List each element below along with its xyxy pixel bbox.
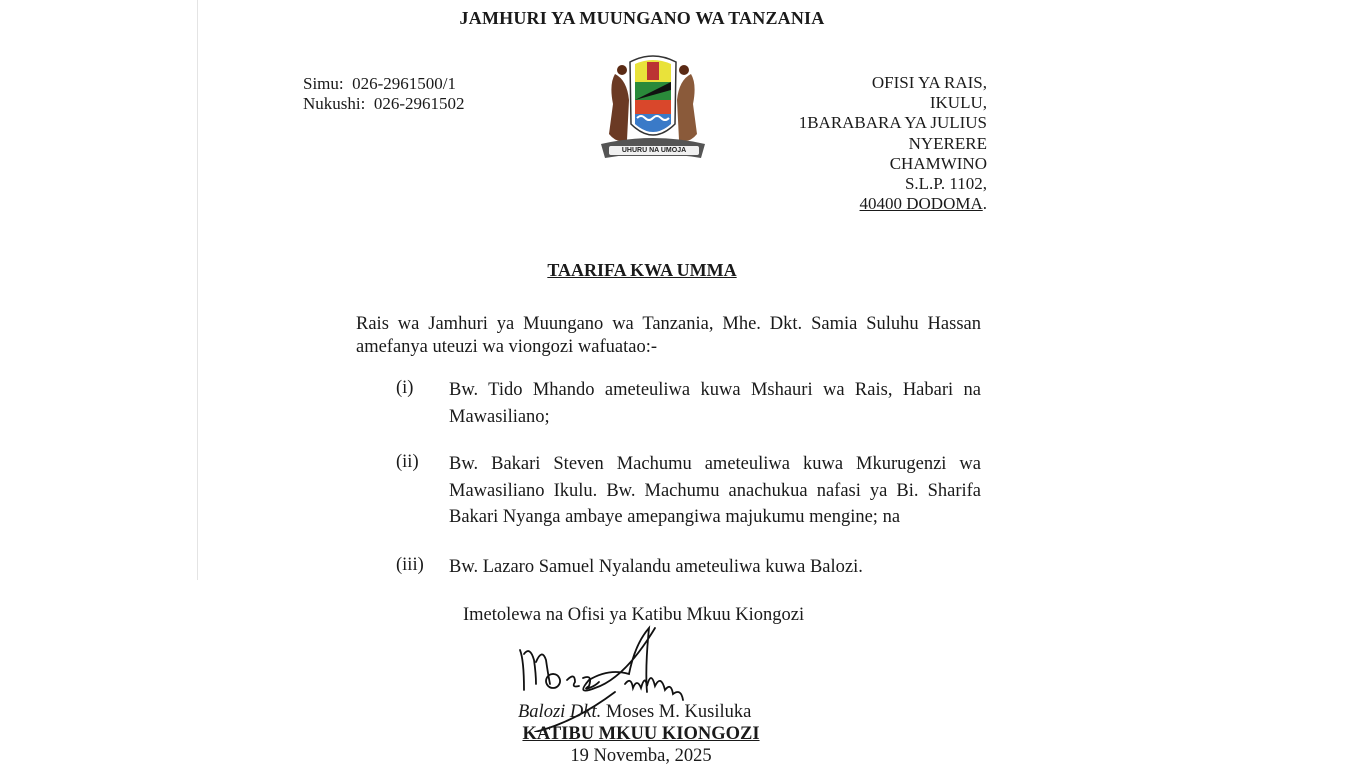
signer-line bbox=[518, 702, 751, 723]
address-period: . bbox=[982, 194, 987, 214]
appointment-item: Bw. Bakari Steven Machumu ameteuliwa kuwa Mkurugenzi wa Mawasiliano Ikulu. Bw. Machumu anachukua nafasi ya Bi. Sharifa Bakari Nyanga ambaye amepangiwa majukumu mengine; na bbox=[449, 454, 981, 527]
issued-by: Imetolewa na Ofisi ya Katibu Mkuu Kiongozi bbox=[463, 605, 805, 625]
fax-number: 026-2961502 bbox=[373, 94, 465, 113]
document-title: JAMHURI YA MUUNGANO WA TANZANIA bbox=[459, 8, 825, 28]
phone-line bbox=[303, 74, 456, 94]
fax-label: Nukushi: bbox=[303, 94, 366, 113]
signer-name: Moses M. Kusiluka bbox=[605, 702, 752, 722]
issue-date: 19 Novemba, 2025 bbox=[570, 746, 712, 766]
item-number: (ii) bbox=[396, 452, 419, 472]
address-line: 1BARABARA YA JULIUS bbox=[798, 113, 987, 133]
office-address bbox=[799, 73, 987, 214]
phone-label: Simu: bbox=[303, 74, 344, 93]
fax-line bbox=[303, 94, 465, 114]
appointment-item: Bw. Tido Mhando ameteuliwa kuwa Mshauri wa Rais, Habari na Mawasiliano; bbox=[449, 380, 981, 427]
phone-number: 026-2961500/1 bbox=[352, 74, 457, 93]
address-line: CHAMWINO bbox=[889, 153, 987, 173]
intro-paragraph: Rais wa Jamhuri ya Muungano wa Tanzania, Mhe. Dkt. Samia Suluhu Hassan amefanya uteuzi wa viongozi wafuatao:- bbox=[356, 314, 981, 357]
address-line bbox=[799, 194, 987, 214]
notice-heading: TAARIFA KWA UMMA bbox=[547, 260, 737, 280]
postal-city: 40400 DODOMA bbox=[859, 194, 983, 214]
address-line: S.L.P. 1102, bbox=[904, 174, 987, 194]
coat-of-arms-motto: UHURU NA UMOJA bbox=[608, 145, 700, 156]
appointment-item: Bw. Lazaro Samuel Nyalandu ameteuliwa kuwa Balozi. bbox=[449, 557, 863, 577]
page-edge bbox=[197, 0, 198, 580]
item-number: (i) bbox=[396, 378, 414, 398]
address-line: NYERERE bbox=[908, 133, 987, 153]
signer-honorific: Balozi Dkt. bbox=[518, 702, 602, 722]
address-line: IKULU, bbox=[929, 93, 987, 113]
item-number: (iii) bbox=[396, 555, 424, 575]
address-line: OFISI YA RAIS, bbox=[871, 73, 987, 92]
signer-position: KATIBU MKUU KIONGOZI bbox=[522, 724, 760, 744]
